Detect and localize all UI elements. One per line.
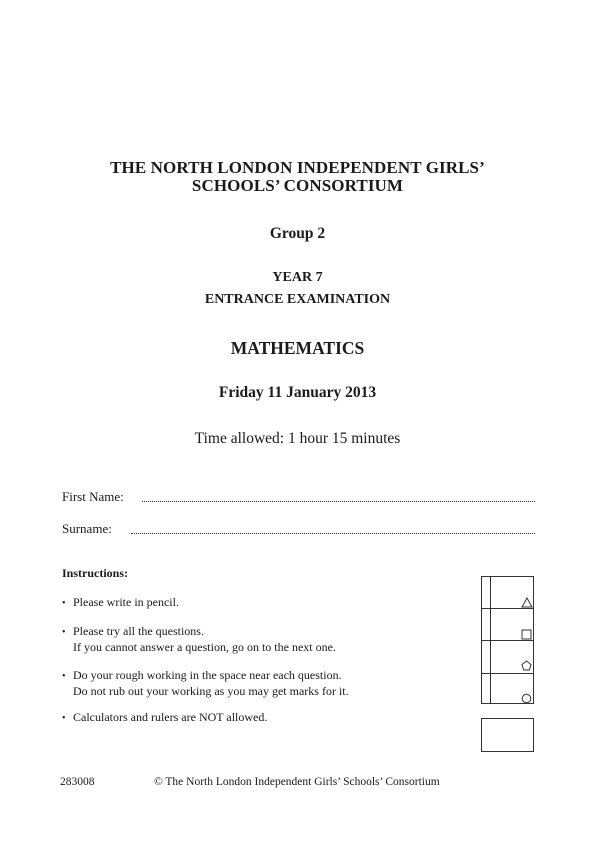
instruction-item-2 (62, 624, 336, 654)
first-name-field[interactable] (142, 501, 535, 502)
surname-field[interactable] (131, 533, 535, 534)
marking-box-divider (482, 640, 533, 641)
group-label: Group 2 (269, 225, 326, 242)
exam-date: Friday 11 January 2013 (218, 384, 377, 401)
subject-label: MATHEMATICS (230, 338, 365, 358)
first-name-label: First Name: (62, 489, 124, 504)
title-line-1: THE NORTH LONDON INDEPENDENT GIRLS’ (110, 158, 485, 177)
instruction-text: Please write in pencil. (73, 595, 179, 609)
year-label: YEAR 7 (272, 270, 323, 285)
paper-code: 283008 (60, 776, 95, 788)
bullet-icon: • (62, 598, 66, 609)
instruction-item-1 (62, 595, 179, 611)
instruction-item-3 (62, 668, 349, 698)
bullet-icon: • (62, 671, 66, 682)
instruction-text: Calculators and rulers are NOT allowed. (73, 710, 268, 724)
marking-box-divider (482, 608, 533, 609)
marking-box (481, 576, 534, 704)
pentagon-icon (521, 660, 532, 671)
copyright-notice: © The North London Independent Girls’ Schools’ Consortium (154, 776, 440, 788)
title-line-2: SCHOOLS’ CONSORTIUM (191, 176, 404, 195)
instruction-text-continued: Do not rub out your working as you may get marks for it. (73, 684, 349, 698)
instructions-heading: Instructions: (62, 566, 129, 580)
time-allowed: Time allowed: 1 hour 15 minutes (194, 430, 401, 447)
instruction-text: Please try all the questions. (73, 624, 204, 638)
marking-box-divider (482, 673, 533, 674)
instruction-text: Do your rough working in the space near each question. (73, 668, 342, 682)
circle-icon (521, 693, 532, 704)
total-marks-box (481, 718, 534, 752)
bullet-icon: • (62, 627, 66, 638)
instruction-text-continued: If you cannot answer a question, go on to the next one. (73, 640, 336, 654)
exam-label: ENTRANCE EXAMINATION (204, 292, 391, 307)
square-icon (521, 629, 532, 640)
instruction-item-4 (62, 710, 267, 726)
surname-label: Surname: (62, 521, 112, 536)
triangle-icon (521, 597, 533, 608)
bullet-icon: • (62, 713, 66, 724)
